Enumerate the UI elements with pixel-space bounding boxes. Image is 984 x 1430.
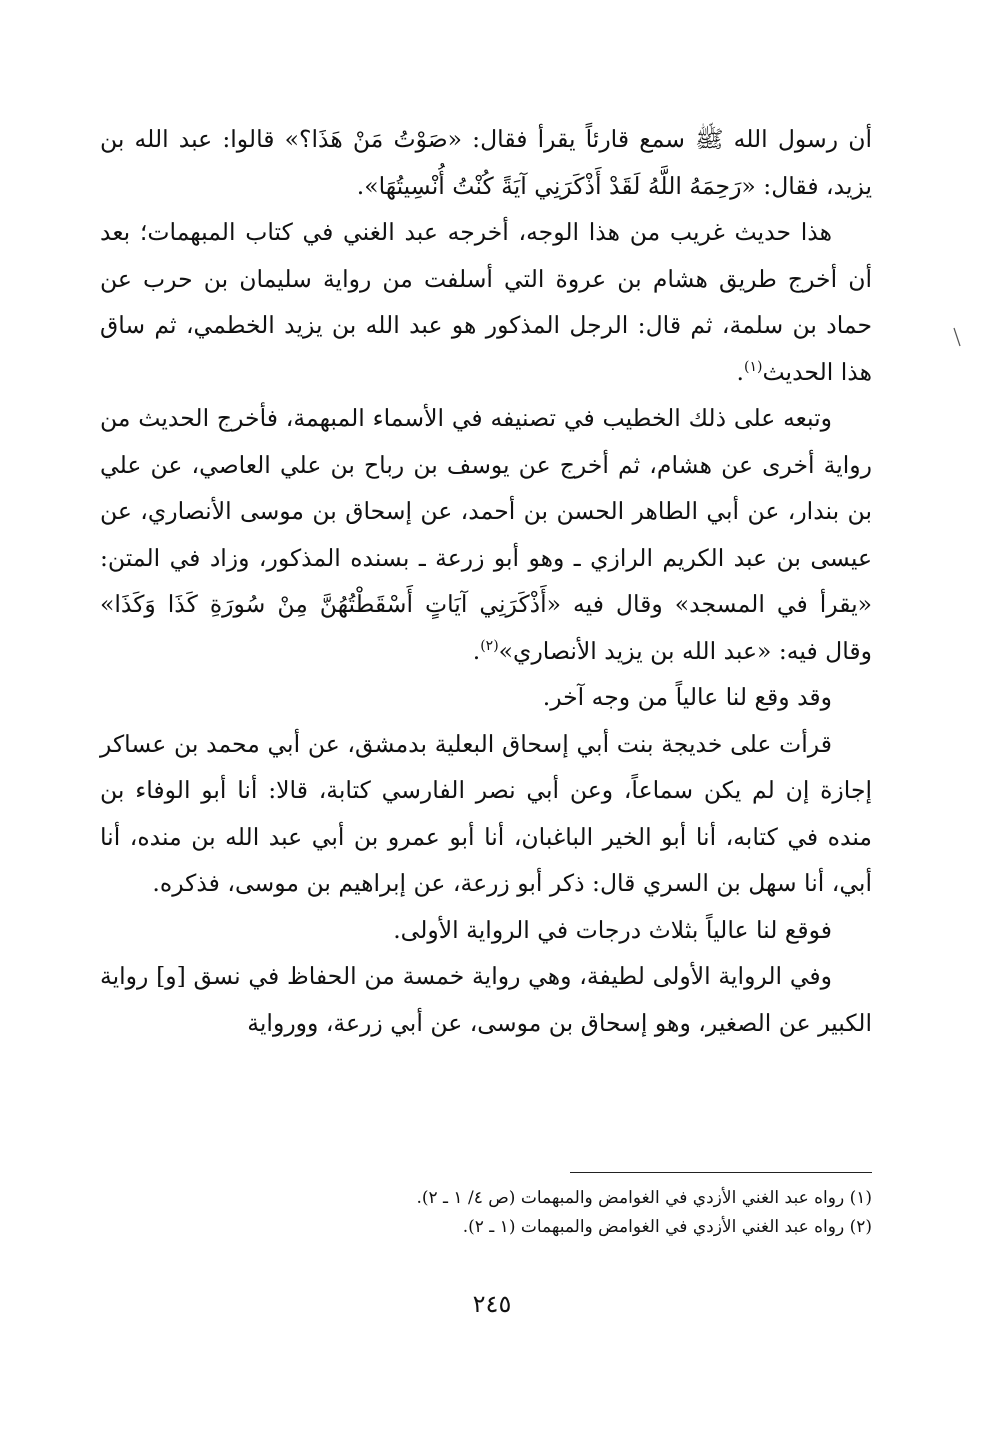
paragraph-2 bbox=[100, 209, 872, 395]
paragraph-2-text: هذا حديث غريب من هذا الوجه، أخرجه عبد الغني في كتاب المبهمات؛ بعد أن أخرج طريق هشام بن عروة التي أسلفت من رواية سليمان بن حرب عن حماد بن سلمة، ثم قال: الرجل المذكور هو عبد الله بن يزيد الخطمي، ثم ساق هذا الحديث bbox=[100, 218, 872, 386]
paragraph-7 bbox=[100, 953, 872, 1046]
main-text bbox=[100, 116, 872, 1046]
footnote-ref-1: (١) bbox=[743, 358, 763, 375]
paragraph-3-text: وتبعه على ذلك الخطيب في تصنيفه في الأسماء المبهمة، فأخرج الحديث من رواية أخرى عن هشام، ثم أخرج عن يوسف بن رباح بن علي العاصي، عن علي بن بندار، عن أبي الطاهر الحسن بن أحمد، عن إسحاق بن موسى الأنصاري، عن عيسى بن عبد الكريم الرازي ـ وهو أبو زرعة ـ بسنده المذكور، وزاد في المتن: «يقرأ في المسجد» وقال فيه «أَذْكَرَنِي آيَاتٍ أَسْقَطْتُهُنَّ مِنْ سُورَةِ كَذَا وَكَذَا» وقال فيه: «عبد الله بن يزيد الأنصاري» bbox=[100, 404, 872, 665]
footnote-ref-2: (٢) bbox=[480, 637, 499, 654]
footnote-1: (١) رواه عبد الغني الأزدي في الغوامض والمبهمات (ص ٤/ ١ ـ ٢). bbox=[416, 1188, 872, 1208]
footnote-2: (٢) رواه عبد الغني الأزدي في الغوامض والمبهمات (١ ـ ٢). bbox=[462, 1217, 872, 1237]
paragraph-6-text: فوقع لنا عالياً بثلاث درجات في الرواية الأولى. bbox=[393, 915, 832, 944]
paragraph-4 bbox=[100, 674, 872, 721]
paragraph-1-text: أن رسول الله ﷺ سمع قارئاً يقرأ فقال: «صَوْتُ مَنْ هَذَا؟» قالوا: عبد الله بن يزيد، فقال: «رَحِمَهُ اللَّهُ لَقَدْ أَذْكَرَنِي آيَةً كُنْتُ أُنْسِيتُهَا». bbox=[100, 125, 872, 200]
paragraph-1 bbox=[100, 116, 872, 209]
paragraph-5-text: قرأت على خديجة بنت أبي إسحاق البعلية بدمشق، عن أبي محمد بن عساكر إجازة إن لم يكن سماعاً، وعن أبي نصر الفارسي كتابة، قالا: أنا أبو الوفاء بن منده في كتابه، أنا أبو الخير الباغبان، أنا أبو عمرو بن أبي عبد الله بن منده، أنا أبي، أنا سهل بن السري قال: ذكر أبو زرعة، عن إبراهيم بن موسى، فذكره. bbox=[100, 729, 872, 897]
paragraph-3-end: . bbox=[472, 636, 481, 665]
page-number: ٢٤٥ bbox=[472, 1290, 512, 1318]
paragraph-7-text: وفي الرواية الأولى لطيفة، وهي رواية خمسة من الحفاظ في نسق [و] رواية الكبير عن الصغير، وهو إسحاق بن موسى، عن أبي زرعة، وورواية bbox=[100, 962, 872, 1037]
paragraph-3 bbox=[100, 395, 872, 674]
footnotes bbox=[100, 1184, 872, 1242]
paragraph-4-text: وقد وقع لنا عالياً من وجه آخر. bbox=[542, 683, 832, 711]
paragraph-6 bbox=[100, 907, 872, 954]
margin-mark bbox=[952, 326, 962, 348]
paragraph-2-end: . bbox=[736, 357, 744, 386]
paragraph-5 bbox=[100, 721, 872, 907]
footnote-separator bbox=[570, 1172, 872, 1173]
